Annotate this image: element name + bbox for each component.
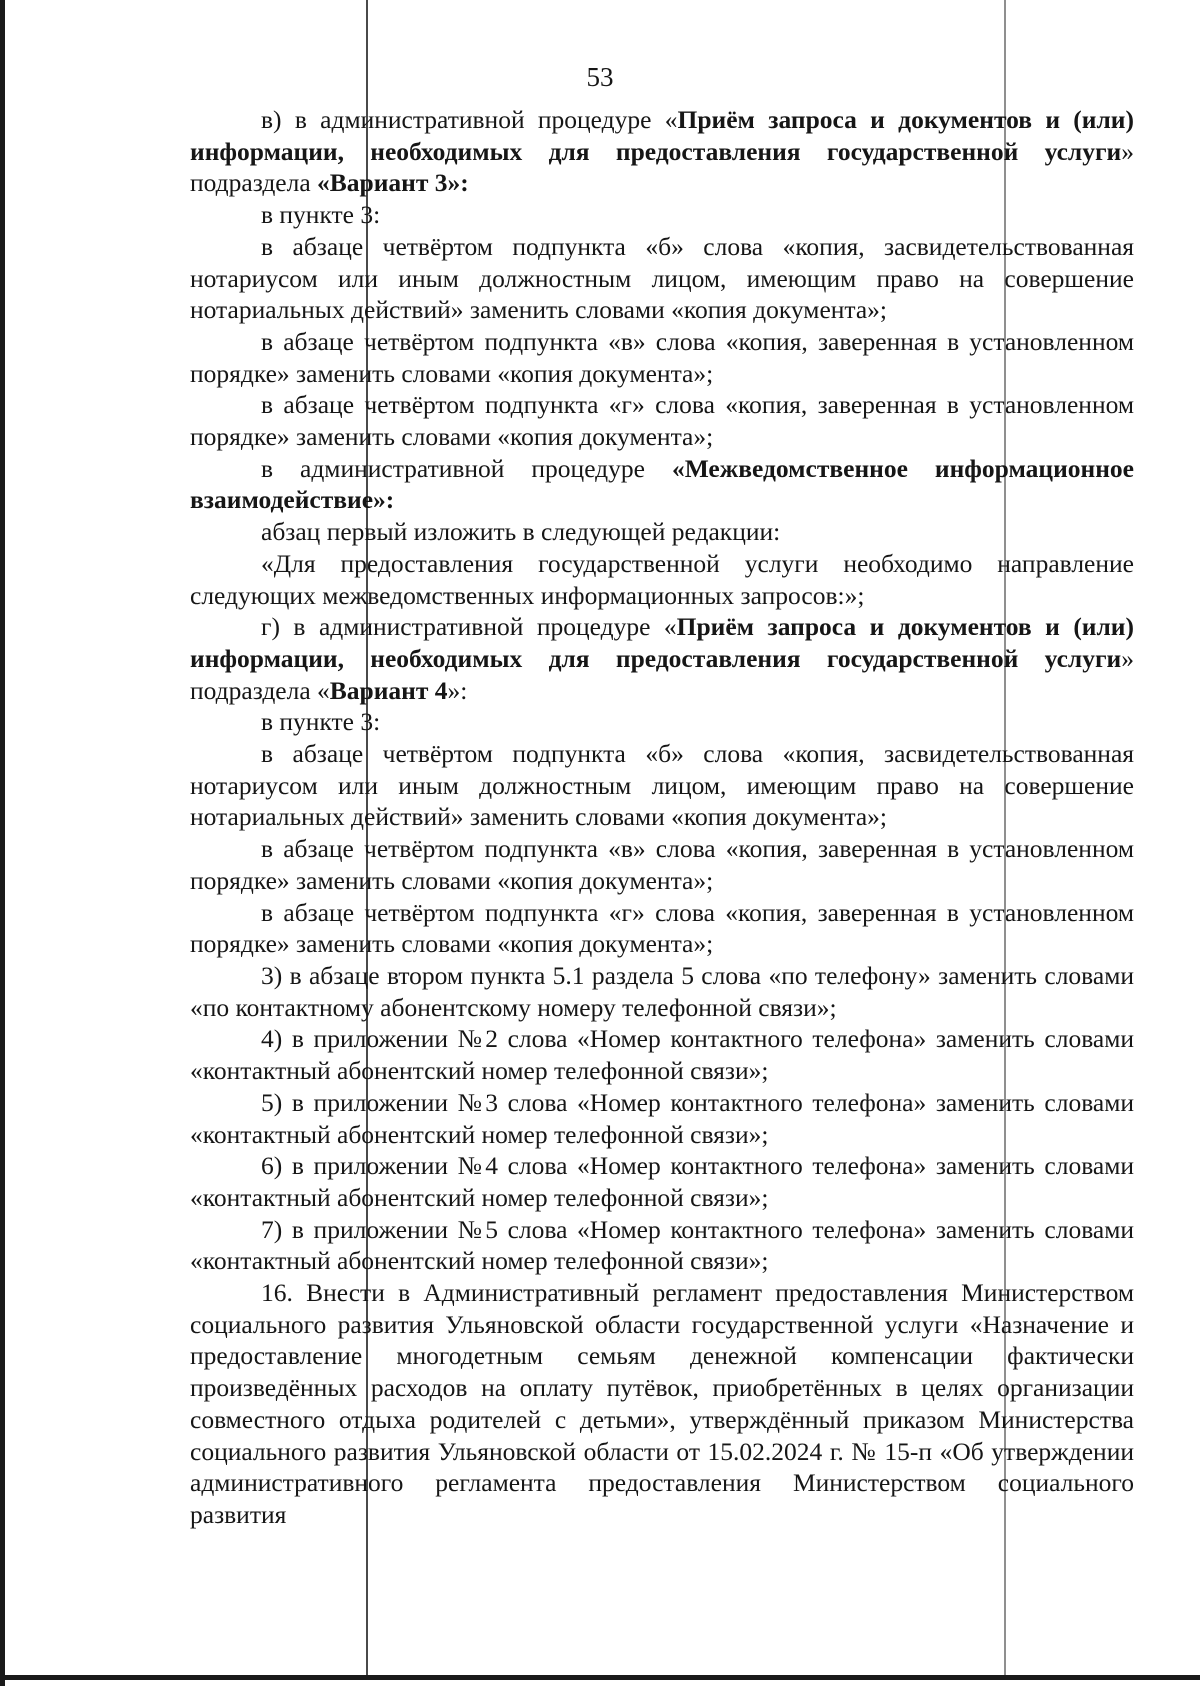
page-number: 53 (586, 62, 614, 92)
paragraph: 3) в абзаце втором пункта 5.1 раздела 5 слова «по телефону» заменить словами «по контактному абонентскому номеру телефонной связи»; (190, 960, 1134, 1022)
text-run: г) в административной процедуре « (261, 612, 677, 642)
text-run: в административной процедуре (261, 453, 672, 483)
text-run: » подраздела (190, 136, 1134, 198)
paragraph-v-item (190, 104, 1134, 199)
paragraph: 4) в приложении №2 слова «Номер контактного телефона» заменить словами «контактный абонентский номер телефонной связи»; (190, 1024, 1134, 1086)
text-run: » подраздела « (190, 643, 1134, 705)
bold-variant-name: Вариант 4 (329, 675, 448, 705)
paragraph-procedure (190, 453, 1134, 516)
paragraph: в абзаце четвёртом подпункта «в» слова «копия, заверенная в установленном порядке» заменить словами «копия документа»; (190, 326, 1134, 388)
paragraph: «Для предоставления государственной услуги необходимо направление следующих межведомственных информационных запросов:»; (190, 548, 1134, 610)
paragraph-item-16: 16. Внести в Административный регламент предоставления Министерством социального развития Ульяновской области государственной услуги «Назначение и предоставление многодетным семьям денежной компенсации фактически произведённых расходов на оплату путёвок, приобретённых в целях организации совместного отдыха родителей с детьми», утверждённый приказом Министерства социального развития Ульяновской области от 15.02.2024 г. № 15-п «Об утверждении административного регламента предоставления Министерством социального развития (190, 1278, 1134, 1529)
bold-variant-name: «Вариант 3»: (317, 168, 469, 198)
paragraph: в пункте 3: (261, 707, 381, 737)
document-body (190, 104, 1134, 1531)
paragraph: в абзаце четвёртом подпункта «б» слова «копия, засвидетельствованная нотариусом или иным должностным лицом, имеющим право на совершение нотариальных действий» заменить словами «копия документа»; (190, 231, 1134, 325)
paragraph: 5) в приложении №3 слова «Номер контактного телефона» заменить словами «контактный абонентский номер телефонной связи»; (190, 1087, 1134, 1149)
bold-procedure-name: «Межведомственное информационное взаимодействие»: (190, 453, 1134, 515)
paragraph: абзац первый изложить в следующей редакции: (261, 517, 781, 547)
paragraph: в абзаце четвёртом подпункта «в» слова «копия, заверенная в установленном порядке» заменить словами «копия документа»; (190, 834, 1134, 895)
paragraph: в абзаце четвёртом подпункта «б» слова «копия, засвидетельствованная нотариусом или иным должностным лицом, имеющим право на совершение нотариальных действий» заменить словами «копия документа»; (190, 739, 1134, 832)
text-run: в) в административной процедуре « (261, 105, 678, 134)
paragraph: в пункте 3: (261, 200, 381, 230)
scan-border-bottom (0, 1675, 1200, 1680)
paragraph: 6) в приложении №4 слова «Номер контактного телефона» заменить словами «контактный абонентский номер телефонной связи»; (190, 1151, 1134, 1212)
bold-procedure-name: Приём запроса и документов и (или) информации, необходимых для предоставления государственной услуги (190, 612, 1134, 673)
bold-procedure-name: Приём запроса и документов и (или) информации, необходимых для предоставления государственной услуги (190, 105, 1134, 166)
paragraph: в абзаце четвёртом подпункта «г» слова «копия, заверенная в установленном порядке» заменить словами «копия документа»; (190, 390, 1134, 452)
paragraph: в абзаце четвёртом подпункта «г» слова «копия, заверенная в установленном порядке» заменить словами «копия документа»; (190, 897, 1134, 959)
paragraph-g-item (190, 611, 1134, 706)
scan-border-left (0, 0, 5, 1686)
paragraph: 7) в приложении №5 слова «Номер контактного телефона» заменить словами «контактный абонентский номер телефонной связи»; (190, 1214, 1134, 1276)
text-run: »: (447, 675, 468, 705)
